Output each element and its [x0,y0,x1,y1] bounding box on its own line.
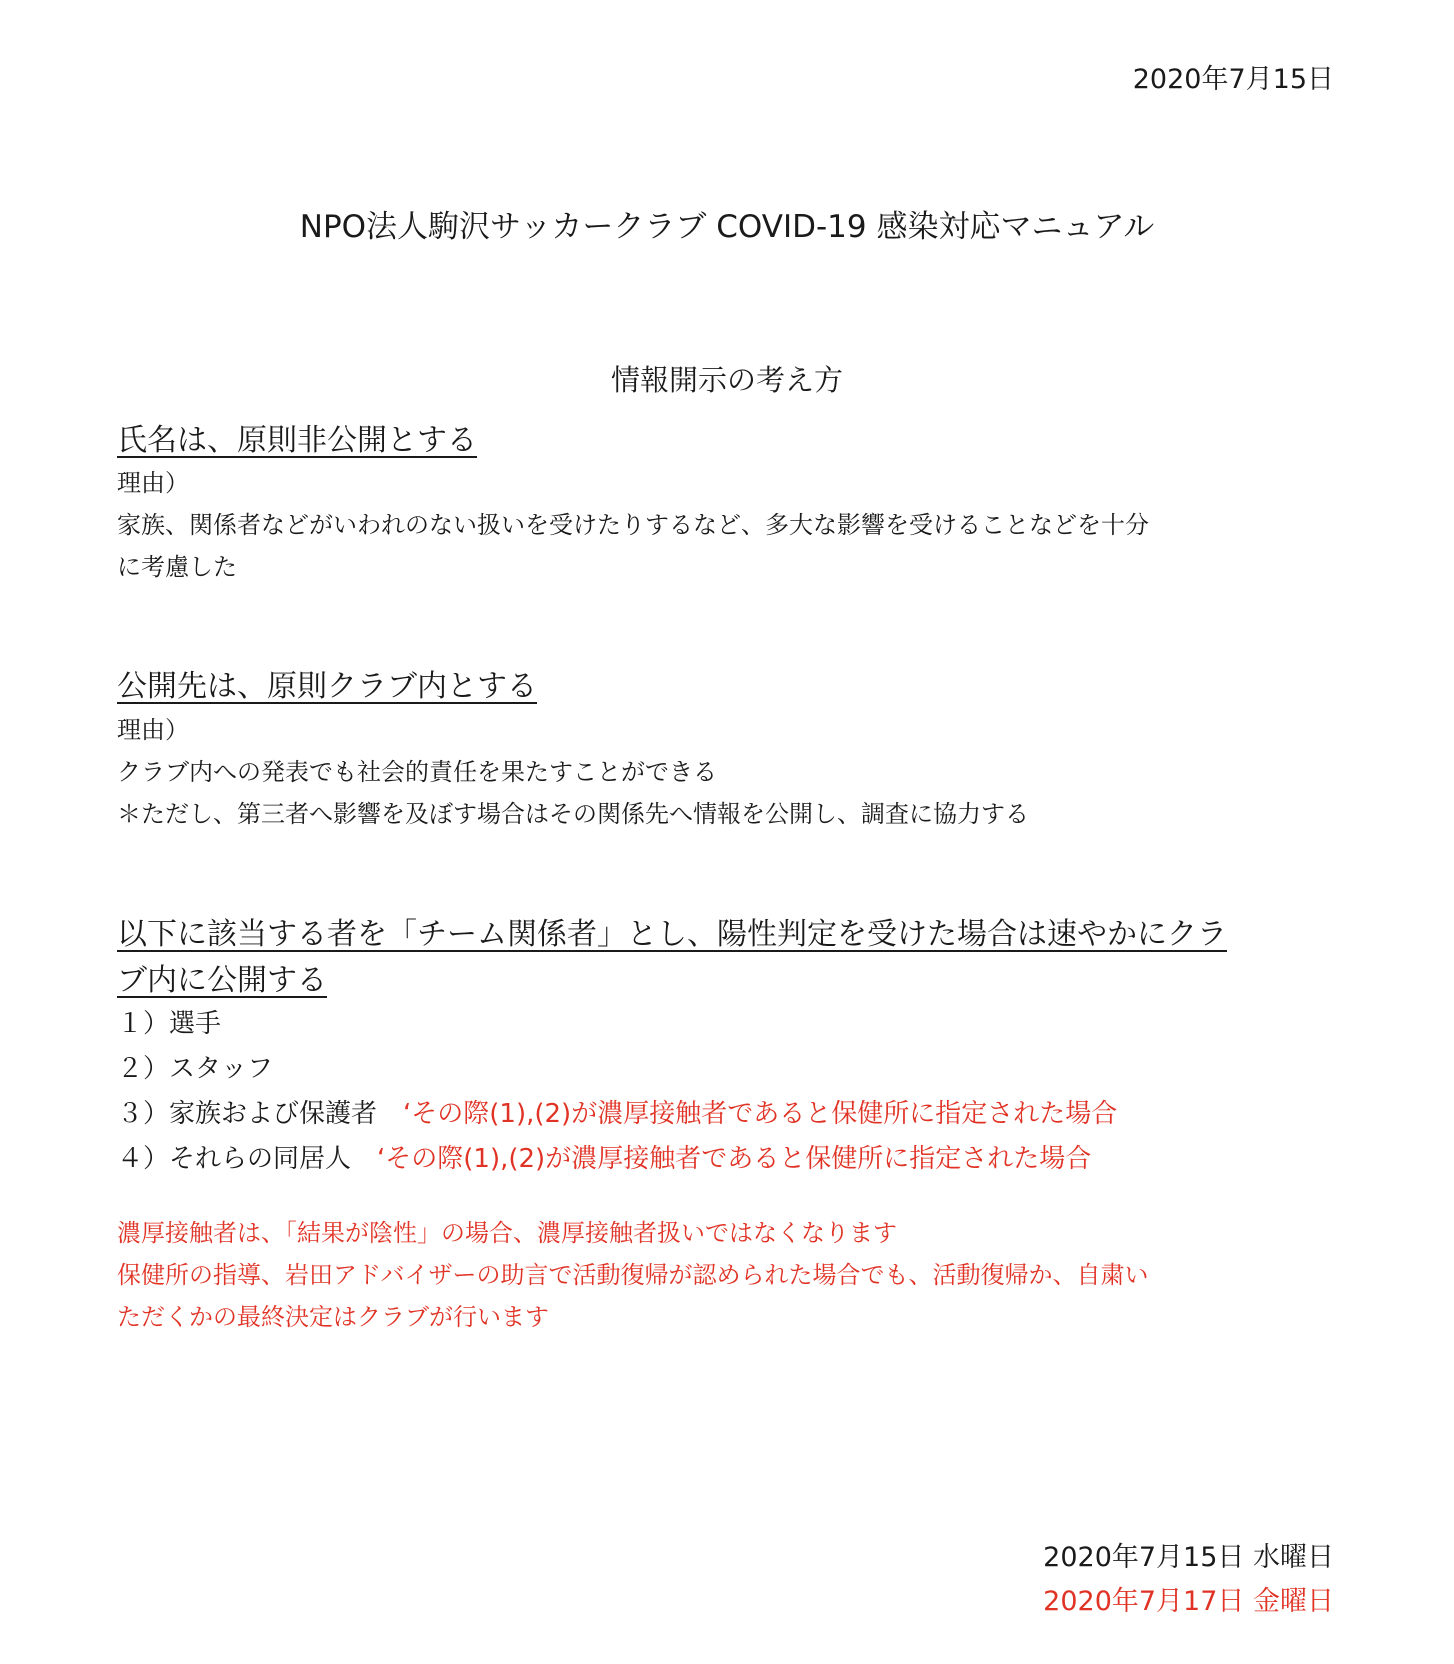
team-member-list [117,1002,1357,1182]
list-item-label: ３）家族および保護者 [117,1099,404,1129]
footer-date-original: 2020年7月15日 水曜日 [1043,1542,1334,1573]
heading-line: ブ内に公開する [117,963,327,998]
footer-dates [1043,1536,1334,1624]
heading-line: 以下に該当する者を「チーム関係者」とし、陽性判定を受けた場合は速やかにクラ [117,917,1227,952]
notice-block [117,1212,1337,1338]
list-item [117,1137,1357,1182]
heading-disclosure-scope: 公開先は、原則クラブ内とする [117,669,537,704]
reason-label: 理由） [117,716,189,744]
reason-text-line: クラブ内への発表でも社会的責任を果たすことができる [117,758,717,786]
footer-date-revised: 2020年7月17日 金曜日 [1043,1586,1334,1617]
notice-line: ただくかの最終決定はクラブが行います [117,1303,549,1331]
list-item [117,1002,1357,1047]
notice-line: 保健所の指導、岩田アドバイザーの助言で活動復帰が認められた場合でも、活動復帰か、自粛い [117,1261,1149,1289]
section-title: 情報開示の考え方 [610,363,843,397]
notice-line: 濃厚接触者は、「結果が陰性」の場合、濃厚接触者扱いではなくなります [117,1219,897,1247]
section-2-body [117,709,1337,835]
document-title: NPO法人駒沢サッカークラブ COVID-19 感染対応マニュアル [299,209,1155,245]
list-item [117,1047,1357,1092]
heading-team-members [117,912,1337,1004]
document-date: 2020年7月15日 [1132,64,1334,95]
reason-text-line: に考慮した [117,553,237,581]
list-item [117,1092,1357,1137]
list-item-label: ４）それらの同居人 [117,1144,378,1174]
heading-name-policy: 氏名は、原則非公開とする [117,423,477,458]
list-item-label: ２）スタッフ [117,1054,274,1084]
reason-label: 理由） [117,469,189,497]
section-1-body [117,462,1337,588]
reason-note-line: ＊ただし、第三者へ影響を及ぼす場合はその関係先へ情報を公開し、調査に協力する [117,800,1029,828]
list-item-label: １）選手 [117,1009,222,1039]
list-item-note: ‘その際(1),(2)が濃厚接触者であると保健所に指定された場合 [403,1099,1118,1129]
reason-text-line: 家族、関係者などがいわれのない扱いを受けたりするなど、多大な影響を受けることなどを十分 [117,511,1149,539]
list-item-note: ‘その際(1),(2)が濃厚接触者であると保健所に指定された場合 [377,1144,1092,1174]
